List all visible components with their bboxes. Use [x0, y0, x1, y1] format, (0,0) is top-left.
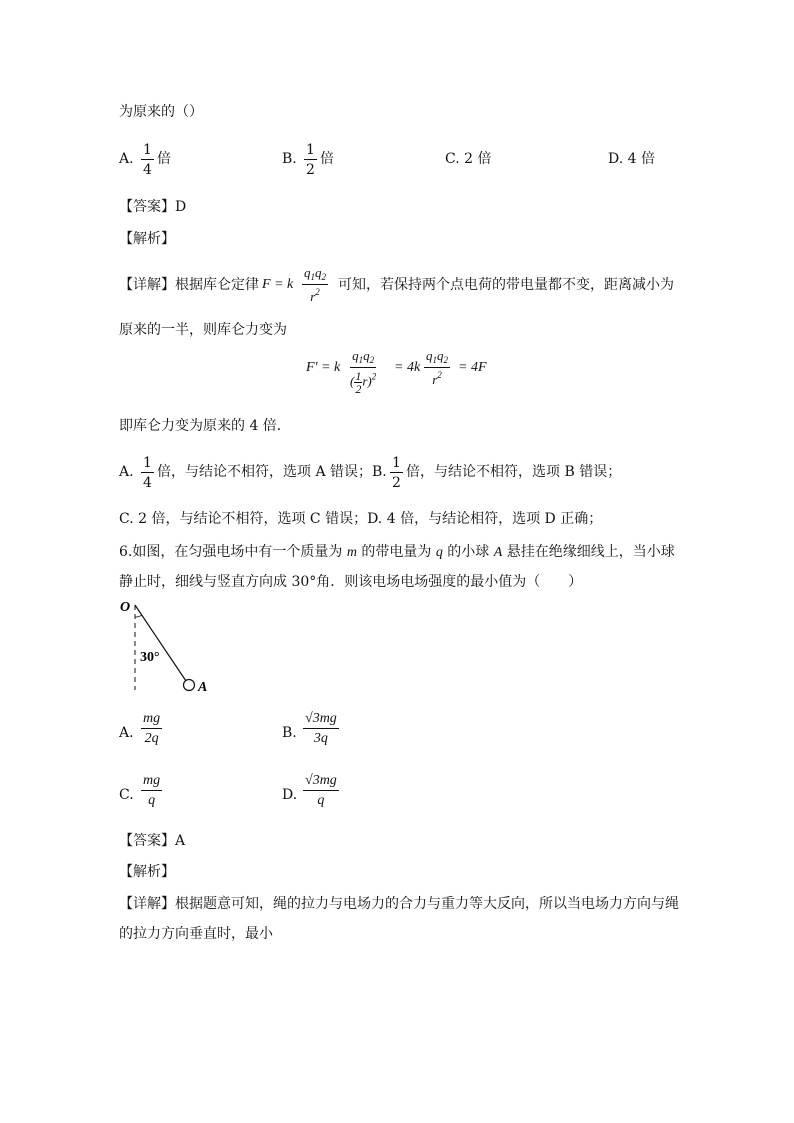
ball-a	[184, 680, 195, 691]
q5-law-lhs: F = k	[262, 277, 294, 292]
q6-answer: 【答案】A	[119, 833, 186, 849]
q5-option-a-fraction: $\frac{1}{4}$	[143, 142, 152, 178]
q6-option-c-letter: C.	[119, 787, 134, 803]
q5-option-b-unit: 倍	[320, 151, 334, 167]
q5-review-b-text: 倍，与结论不相符，选项 B 错误；	[406, 464, 622, 480]
q5-detail-post: 可知，若保持两个点电荷的带电量都不变，距离减小为	[338, 277, 674, 293]
angle-arc	[135, 615, 142, 617]
q6-option-d-letter: D.	[282, 787, 298, 803]
q5-option-a-unit: 倍	[157, 151, 171, 167]
point-o-label: O	[120, 600, 131, 615]
q6-stem-line2: 静止时，细线与竖直方向成 30°角．则该电场电场强度的最小值为（ ）	[119, 574, 583, 590]
q5-review-a-fraction: $\frac{1}{4}$	[143, 455, 152, 491]
q5-review-a-letter: A.	[119, 464, 134, 480]
q5-option-b-fraction: $\frac{1}{2}$	[306, 142, 315, 178]
q5-option-b-letter: B.	[282, 151, 297, 167]
q5-stem-tail: 为原来的（）	[119, 104, 203, 120]
q6-option-b-letter: B.	[282, 725, 297, 741]
angle-label: 30°	[140, 650, 160, 665]
q5-law-fraction: $\frac{q_1q_2}{r^2}$	[304, 265, 326, 304]
q5-review-cd: C. 2 倍，与结论不相符，选项 C 错误；D. 4 倍，与结论相符，选项 D 正确；	[119, 511, 603, 527]
q6-pendulum-figure	[112, 595, 222, 695]
q5-option-a-letter: A.	[119, 151, 134, 167]
q6-stem-line1: 6.如图，在匀强电场中有一个质量为 m 的带电量为 q 的小球 A 悬挂在绝缘细线上，当小球	[119, 544, 675, 560]
q6-detail-line2: 的拉力方向垂直时，最小	[119, 926, 273, 942]
q6-option-b-fraction: $\frac{√3mg}{3q}$	[305, 711, 337, 746]
q6-option-a-fraction: $\frac{mg}{2q}$	[143, 711, 161, 746]
q6-option-a-letter: A.	[119, 725, 134, 741]
q5-eq-lhs: F′ = k	[306, 360, 341, 375]
q5-option-c: C. 2 倍	[445, 151, 492, 167]
q5-detail-line2: 原来的一半，则库仑力变为	[119, 322, 287, 338]
string-line	[135, 605, 186, 681]
q5-eq-mid: = 4k	[394, 360, 421, 375]
q5-eq-rhs: = 4F	[458, 360, 487, 375]
point-a-label: A	[198, 680, 208, 695]
q5-conclusion: 即库仑力变为原来的 4 倍．	[119, 418, 291, 434]
q5-review-b-fraction: $\frac{1}{2}$	[392, 455, 401, 491]
q5-answer: 【答案】D	[119, 199, 187, 215]
q6-analysis-tag: 【解析】	[119, 864, 175, 880]
q5-option-d: D. 4 倍	[608, 151, 655, 167]
q5-analysis-tag: 【解析】	[119, 231, 175, 247]
q5-detail-pre: 【详解】根据库仑定律	[119, 277, 259, 293]
q6-detail-line1: 【详解】根据题意可知，绳的拉力与电场力的合力与重力等大反向，所以当电场力方向与绳	[119, 896, 679, 912]
q6-option-c-fraction: $\frac{mg}{q}$	[143, 773, 161, 808]
q5-eq-fraction-2: $\frac{q_1q_2}{r^2}$	[426, 348, 448, 387]
q5-eq-fraction-1: $q_1q_2$ ( $\frac{1}{2}$ r)$^2$	[350, 348, 377, 396]
q5-review-a-text: 倍，与结论不相符，选项 A 错误；B.	[157, 464, 387, 480]
q6-option-d-fraction: $\frac{√3mg}{q}$	[305, 773, 337, 808]
